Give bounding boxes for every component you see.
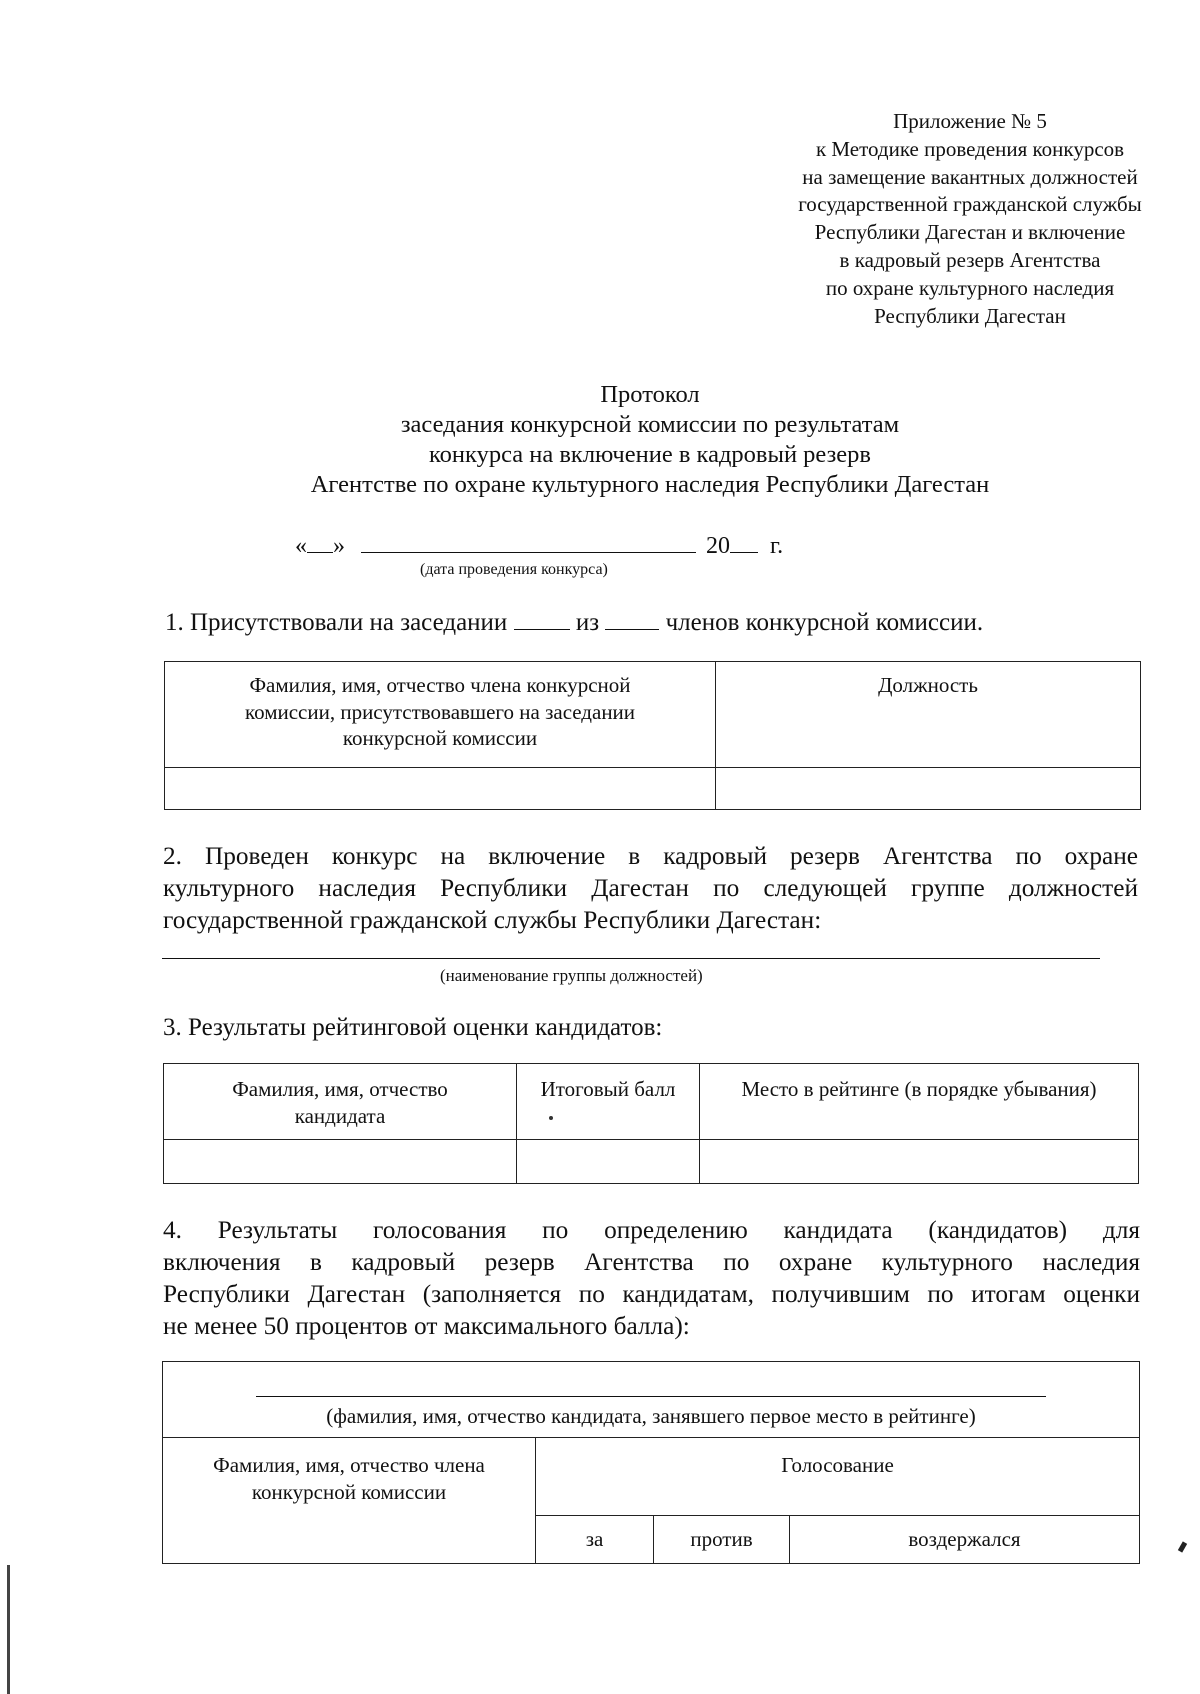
title-line: заседания конкурсной комиссии по результатам — [400, 411, 900, 438]
section4-line: включения в кадровый резерв Агентства по охране культурного наследия — [163, 1248, 1140, 1276]
total-count-blank — [605, 609, 659, 630]
position-group-blank — [162, 958, 1100, 959]
section1-text-part1: 1. Присутствовали на заседании — [165, 609, 508, 636]
appendix-line: Республики Дагестан и включение — [814, 220, 1126, 245]
section4-text — [163, 1214, 1140, 1342]
candidate-caption: (фамилия, имя, отчество кандидата, занявшего первое место в рейтинге) — [326, 1403, 976, 1428]
rating-cell-score — [517, 1140, 700, 1184]
candidate-name-blank — [256, 1396, 1046, 1397]
title-line: конкурса на включение в кадровый резерв — [429, 441, 871, 468]
voting-header: Голосование — [536, 1438, 1140, 1516]
month-blank — [361, 530, 696, 553]
section2-line: культурного наследия Республики Дагестан по следующей группе должностей — [163, 874, 1138, 902]
attendance-col-position-header: Должность — [716, 662, 1141, 768]
date-line — [295, 530, 783, 560]
scan-speck — [1178, 1541, 1187, 1552]
present-count-blank — [514, 609, 570, 630]
candidate-name-cell — [163, 1362, 1140, 1438]
section4-line: Республики Дагестан (заполняется по кандидатам, получившим по итогам оценки — [163, 1280, 1140, 1308]
voting-table — [162, 1361, 1140, 1564]
vote-for-header: за — [536, 1516, 654, 1564]
section2-text — [163, 840, 1138, 936]
attendance-cell-name — [165, 768, 716, 810]
scan-dot — [549, 1116, 553, 1120]
document-title — [0, 380, 1200, 500]
date-caption: (дата проведения конкурса) — [420, 561, 608, 578]
year-blank — [730, 530, 758, 553]
voting-col-member-header: Фамилия, имя, отчество члена конкурсной комиссии — [163, 1438, 536, 1564]
appendix-line: государственной гражданской службы — [798, 192, 1142, 217]
section4-line: не менее 50 процентов от максимального балла): — [163, 1312, 690, 1340]
date-quote-close: » — [333, 533, 345, 559]
title-line: Агентстве по охране культурного наследия Республики Дагестан — [310, 471, 990, 498]
title-line: Протокол — [600, 381, 700, 408]
section1-text-part2: из — [575, 609, 600, 636]
year-suffix: г. — [770, 533, 784, 559]
year-prefix: 20 — [706, 533, 730, 559]
vote-abstain-header: воздержался — [790, 1516, 1140, 1564]
appendix-line: Приложение № 5 — [893, 109, 1047, 133]
date-quote-open: « — [295, 533, 307, 559]
section4-line: 4. Результаты голосования по определению кандидата (кандидатов) для — [163, 1216, 1140, 1244]
rating-table — [163, 1063, 1139, 1184]
vote-against-header: против — [654, 1516, 790, 1564]
attendance-cell-position — [716, 768, 1141, 810]
day-blank — [307, 530, 333, 553]
appendix-line: в кадровый резерв Агентства — [839, 247, 1101, 272]
appendix-line: к Методике проведения конкурсов — [815, 136, 1125, 161]
section2-line: государственной гражданской службы Республики Дагестан: — [163, 906, 822, 934]
position-group-caption: (наименование группы должностей) — [440, 966, 703, 985]
rating-cell-place — [700, 1140, 1139, 1184]
appendix-line: Республики Дагестан — [874, 303, 1066, 328]
appendix-line: по охране культурного наследия — [825, 275, 1115, 300]
rating-col-place-header: Место в рейтинге (в порядке убывания) — [700, 1064, 1139, 1140]
attendance-table — [164, 661, 1141, 810]
section1-text — [165, 607, 983, 638]
attendance-col-name-header: Фамилия, имя, отчество члена конкурсной комиссии, присутствовавшего на заседании конкурсной комиссии — [165, 662, 716, 768]
rating-col-name-header: Фамилия, имя, отчество кандидата — [164, 1064, 517, 1140]
section3-heading: 3. Результаты рейтинговой оценки кандидатов: — [163, 1014, 663, 1041]
appendix-line: на замещение вакантных должностей — [802, 164, 1138, 189]
scan-edge-mark — [7, 1565, 10, 1694]
section2-line: 2. Проведен конкурс на включение в кадровый резерв Агентства по охране — [163, 842, 1138, 870]
appendix-header — [700, 108, 1200, 330]
rating-col-score-header: Итоговый балл — [517, 1064, 700, 1140]
rating-cell-name — [164, 1140, 517, 1184]
section1-text-part3: членов конкурсной комиссии. — [665, 609, 984, 636]
